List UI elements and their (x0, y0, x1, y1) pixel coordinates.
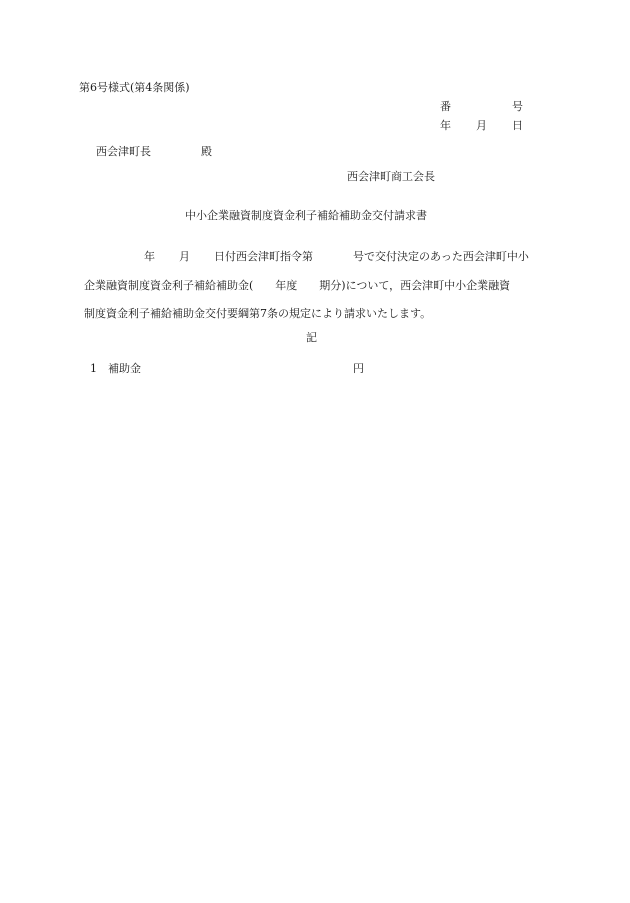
addressee-honorific: 殿 (201, 145, 212, 158)
body-fiscal-year-label: 年度 (275, 279, 298, 292)
item-unit: 円 (353, 362, 364, 375)
date-month-label: 月 (476, 119, 487, 132)
body-text-segment: 制度資金利子補給補助金交付要綱第7条の規定により請求いたします。 (84, 307, 432, 320)
document-number-suffix: 号 (512, 100, 523, 113)
body-text-segment: 期分)について，西会津町中小企業融資 (319, 279, 511, 292)
body-text-segment: 日付西会津町指令第 (214, 250, 313, 263)
date-year-label: 年 (440, 119, 451, 132)
item-label: 補助金 (108, 362, 141, 375)
sender-name: 西会津町商工会長 (347, 170, 435, 183)
body-month-label: 月 (179, 250, 190, 263)
body-line-1 (84, 251, 529, 262)
body-year-label: 年 (144, 250, 155, 263)
addressee-name: 西会津町長 (96, 145, 151, 158)
item-number: 1 (90, 362, 97, 375)
form-number: 第6号様式(第4条関係) (79, 81, 190, 94)
body-text-segment: 号で交付決定のあった西会津町中小 (353, 250, 529, 263)
body-line-2 (84, 280, 510, 291)
body-text-segment: 企業融資制度資金利子補給補助金( (84, 279, 254, 292)
document-title: 中小企業融資制度資金利子補給補助金交付請求書 (185, 209, 427, 222)
document-number-label: 番 (440, 100, 451, 113)
date-day-label: 日 (512, 119, 523, 132)
body-line-3 (84, 308, 431, 319)
notation-heading: 記 (306, 331, 317, 344)
